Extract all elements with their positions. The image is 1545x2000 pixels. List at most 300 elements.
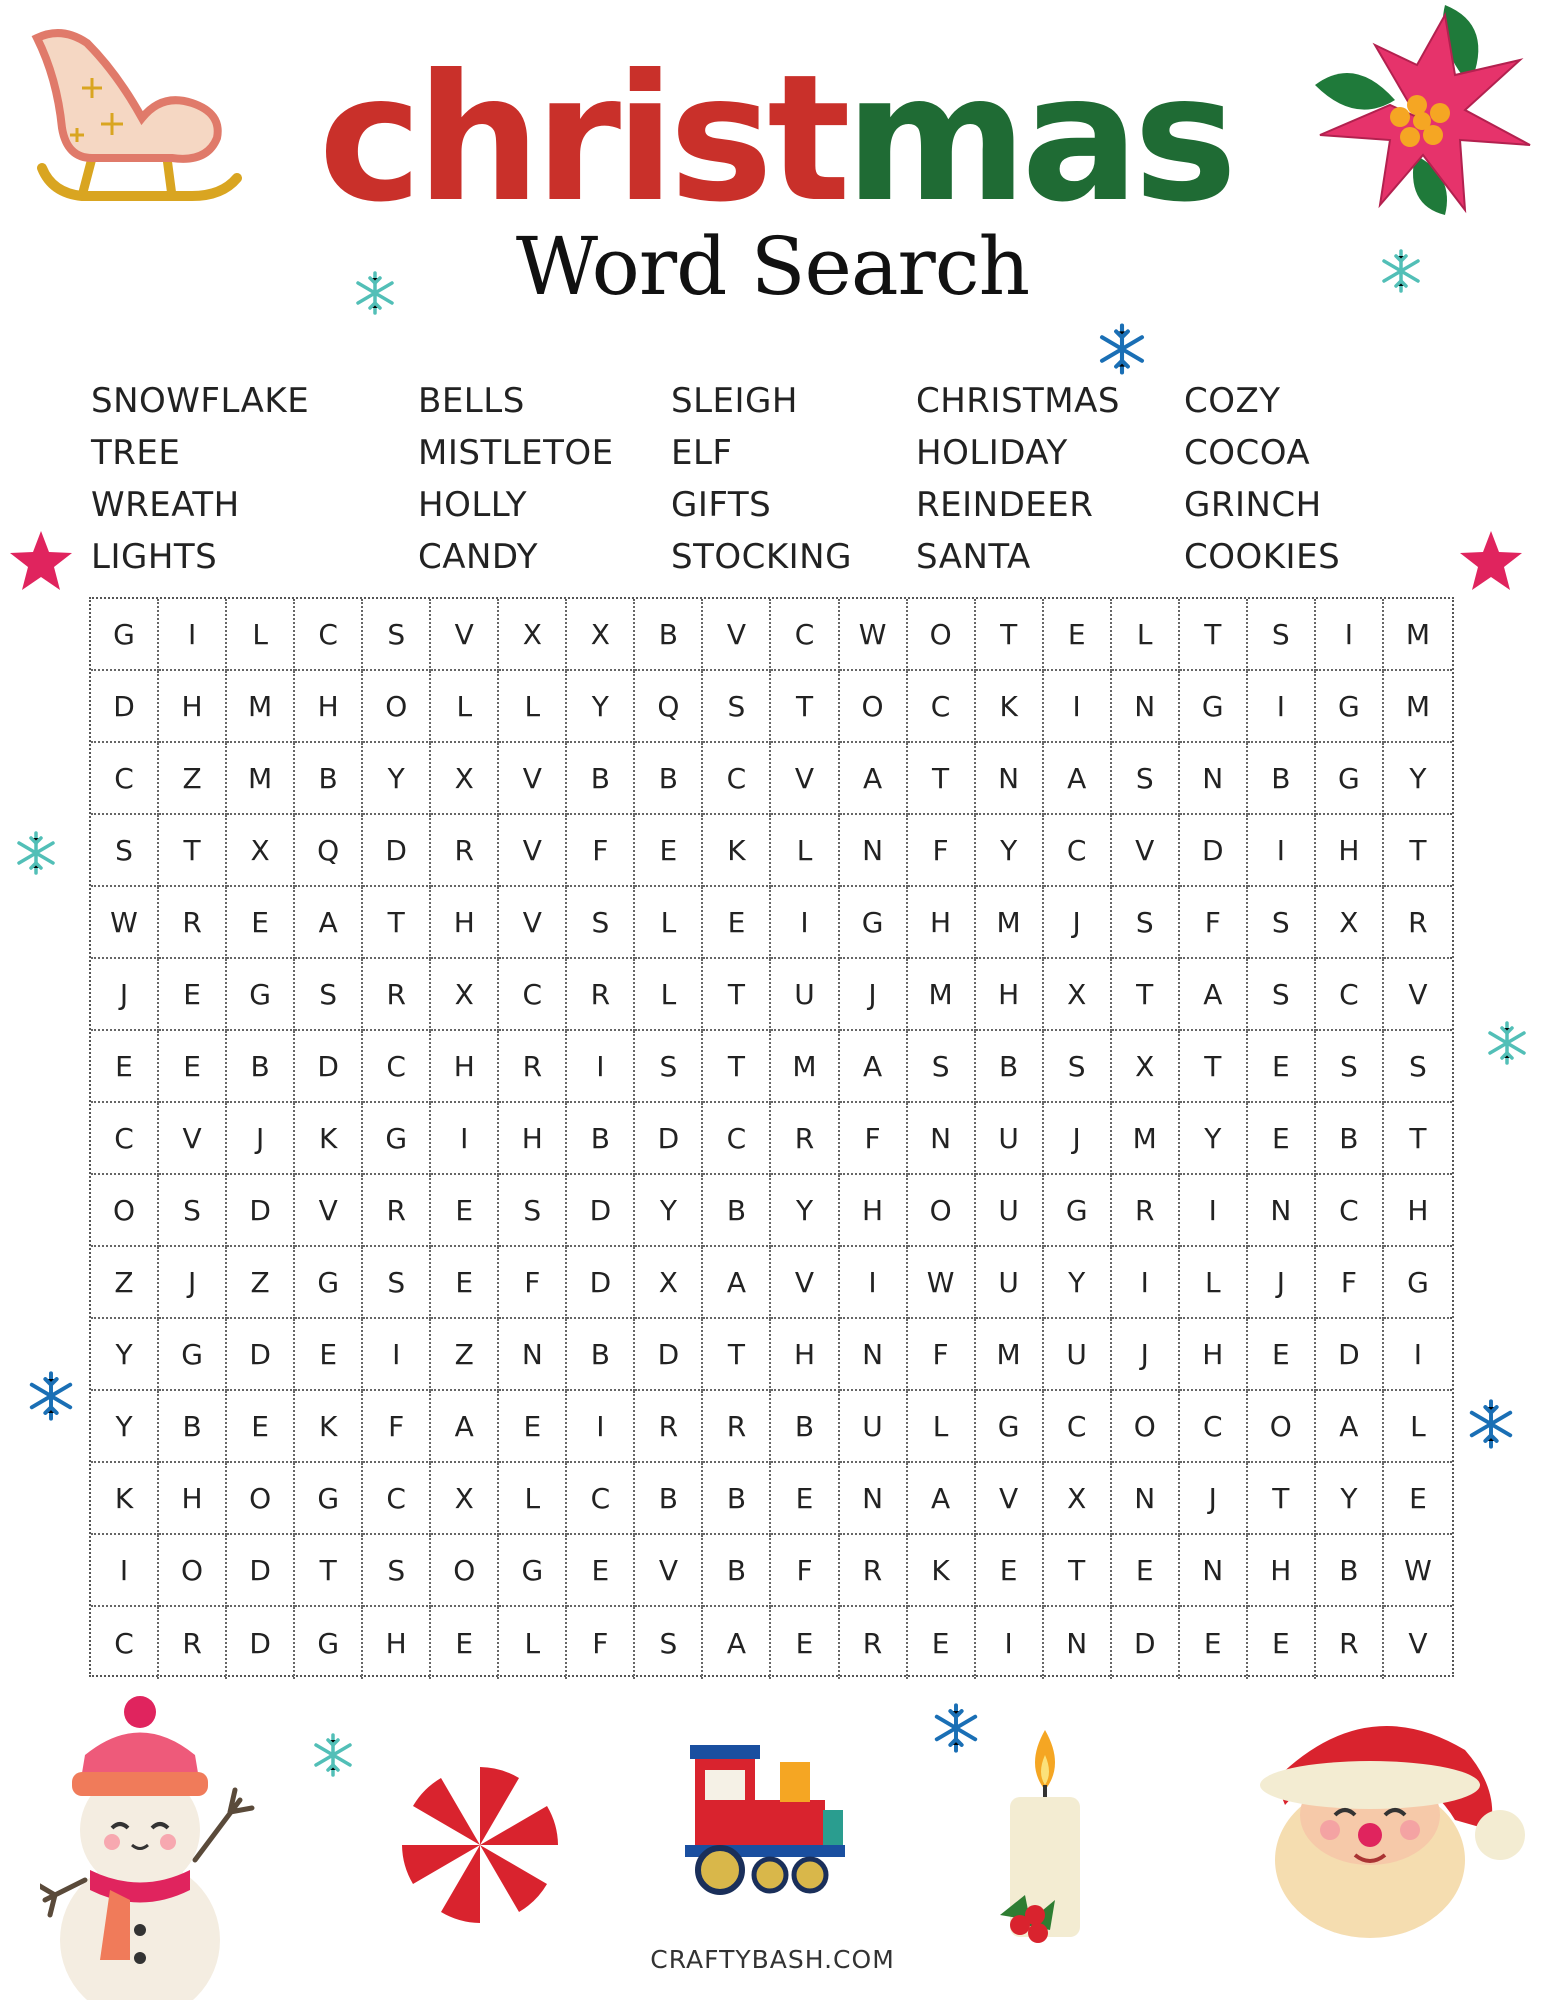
grid-cell[interactable]: A (295, 887, 363, 959)
grid-cell[interactable]: J (1044, 887, 1112, 959)
grid-cell[interactable]: N (1180, 743, 1248, 815)
grid-cell[interactable]: A (908, 1463, 976, 1535)
grid-cell[interactable]: T (1180, 1031, 1248, 1103)
grid-cell[interactable]: G (499, 1535, 567, 1607)
grid-cell[interactable]: F (771, 1535, 839, 1607)
grid-cell[interactable]: V (771, 743, 839, 815)
grid-cell[interactable]: D (91, 671, 159, 743)
grid-cell[interactable]: B (295, 743, 363, 815)
grid-cell[interactable]: O (908, 599, 976, 671)
grid-cell[interactable]: B (567, 1319, 635, 1391)
grid-cell[interactable]: B (567, 1103, 635, 1175)
grid-cell[interactable]: O (840, 671, 908, 743)
grid-cell[interactable]: S (295, 959, 363, 1031)
grid-cell[interactable]: H (1248, 1535, 1316, 1607)
grid-cell[interactable]: S (1248, 959, 1316, 1031)
grid-cell[interactable]: I (840, 1247, 908, 1319)
grid-cell[interactable]: E (1384, 1463, 1452, 1535)
grid-cell[interactable]: A (703, 1607, 771, 1679)
grid-cell[interactable]: W (908, 1247, 976, 1319)
grid-cell[interactable]: S (635, 1607, 703, 1679)
grid-cell[interactable]: L (431, 671, 499, 743)
grid-cell[interactable]: K (295, 1391, 363, 1463)
grid-cell[interactable]: S (1248, 599, 1316, 671)
grid-cell[interactable]: J (1044, 1103, 1112, 1175)
grid-cell[interactable]: T (1044, 1535, 1112, 1607)
grid-cell[interactable]: X (1316, 887, 1384, 959)
grid-cell[interactable]: A (1044, 743, 1112, 815)
grid-cell[interactable]: A (1180, 959, 1248, 1031)
grid-cell[interactable]: C (567, 1463, 635, 1535)
grid-cell[interactable]: H (1180, 1319, 1248, 1391)
grid-cell[interactable]: S (363, 1247, 431, 1319)
grid-cell[interactable]: I (1112, 1247, 1180, 1319)
grid-cell[interactable]: R (1384, 887, 1452, 959)
grid-cell[interactable]: C (1044, 1391, 1112, 1463)
grid-cell[interactable]: L (227, 599, 295, 671)
grid-cell[interactable]: V (159, 1103, 227, 1175)
grid-cell[interactable]: R (703, 1391, 771, 1463)
grid-cell[interactable]: I (1044, 671, 1112, 743)
grid-cell[interactable]: D (1112, 1607, 1180, 1679)
grid-cell[interactable]: X (1044, 1463, 1112, 1535)
grid-cell[interactable]: V (499, 887, 567, 959)
grid-cell[interactable]: I (567, 1391, 635, 1463)
grid-cell[interactable]: V (1112, 815, 1180, 887)
grid-cell[interactable]: T (159, 815, 227, 887)
grid-cell[interactable]: M (1384, 599, 1452, 671)
grid-cell[interactable]: F (1316, 1247, 1384, 1319)
grid-cell[interactable]: G (976, 1391, 1044, 1463)
grid-cell[interactable]: M (771, 1031, 839, 1103)
grid-cell[interactable]: C (771, 599, 839, 671)
grid-cell[interactable]: B (976, 1031, 1044, 1103)
grid-cell[interactable]: E (1248, 1607, 1316, 1679)
grid-cell[interactable]: E (703, 887, 771, 959)
grid-cell[interactable]: R (363, 1175, 431, 1247)
grid-cell[interactable]: U (976, 1103, 1044, 1175)
grid-cell[interactable]: R (771, 1103, 839, 1175)
grid-cell[interactable]: D (227, 1319, 295, 1391)
grid-cell[interactable]: U (1044, 1319, 1112, 1391)
grid-cell[interactable]: R (159, 1607, 227, 1679)
grid-cell[interactable]: H (840, 1175, 908, 1247)
grid-cell[interactable]: H (908, 887, 976, 959)
grid-cell[interactable]: B (1248, 743, 1316, 815)
grid-cell[interactable]: E (431, 1175, 499, 1247)
grid-cell[interactable]: A (840, 743, 908, 815)
grid-cell[interactable]: C (1316, 959, 1384, 1031)
grid-cell[interactable]: S (908, 1031, 976, 1103)
grid-cell[interactable]: V (703, 599, 771, 671)
grid-cell[interactable]: G (1316, 671, 1384, 743)
grid-cell[interactable]: W (1384, 1535, 1452, 1607)
grid-cell[interactable]: J (91, 959, 159, 1031)
grid-cell[interactable]: R (1316, 1607, 1384, 1679)
grid-cell[interactable]: E (1044, 599, 1112, 671)
grid-cell[interactable]: V (431, 599, 499, 671)
grid-cell[interactable]: L (1180, 1247, 1248, 1319)
grid-cell[interactable]: I (1248, 671, 1316, 743)
grid-cell[interactable]: K (976, 671, 1044, 743)
grid-cell[interactable]: N (840, 1463, 908, 1535)
grid-cell[interactable]: L (499, 671, 567, 743)
grid-cell[interactable]: N (840, 1319, 908, 1391)
grid-cell[interactable]: C (908, 671, 976, 743)
grid-cell[interactable]: N (908, 1103, 976, 1175)
grid-cell[interactable]: T (771, 671, 839, 743)
grid-cell[interactable]: V (771, 1247, 839, 1319)
grid-cell[interactable]: F (567, 815, 635, 887)
grid-cell[interactable]: I (1180, 1175, 1248, 1247)
grid-cell[interactable]: E (771, 1463, 839, 1535)
grid-cell[interactable]: C (1180, 1391, 1248, 1463)
grid-cell[interactable]: T (1384, 815, 1452, 887)
grid-cell[interactable]: J (1248, 1247, 1316, 1319)
grid-cell[interactable]: Z (227, 1247, 295, 1319)
grid-cell[interactable]: E (227, 887, 295, 959)
grid-cell[interactable]: U (771, 959, 839, 1031)
grid-cell[interactable]: Y (771, 1175, 839, 1247)
grid-cell[interactable]: R (635, 1391, 703, 1463)
grid-cell[interactable]: Y (567, 671, 635, 743)
grid-cell[interactable]: N (976, 743, 1044, 815)
grid-cell[interactable]: B (771, 1391, 839, 1463)
grid-cell[interactable]: Y (363, 743, 431, 815)
grid-cell[interactable]: I (567, 1031, 635, 1103)
grid-cell[interactable]: L (771, 815, 839, 887)
grid-cell[interactable]: X (431, 959, 499, 1031)
grid-cell[interactable]: T (703, 1031, 771, 1103)
grid-cell[interactable]: O (363, 671, 431, 743)
grid-cell[interactable]: Z (159, 743, 227, 815)
grid-cell[interactable]: S (635, 1031, 703, 1103)
grid-cell[interactable]: X (1044, 959, 1112, 1031)
grid-cell[interactable]: E (431, 1247, 499, 1319)
grid-cell[interactable]: M (227, 671, 295, 743)
grid-cell[interactable]: Y (1044, 1247, 1112, 1319)
grid-cell[interactable]: V (976, 1463, 1044, 1535)
grid-cell[interactable]: E (1112, 1535, 1180, 1607)
grid-cell[interactable]: E (431, 1607, 499, 1679)
grid-cell[interactable]: C (499, 959, 567, 1031)
grid-cell[interactable]: R (431, 815, 499, 887)
grid-cell[interactable]: T (703, 1319, 771, 1391)
grid-cell[interactable]: G (1180, 671, 1248, 743)
grid-cell[interactable]: G (295, 1463, 363, 1535)
grid-cell[interactable]: U (840, 1391, 908, 1463)
grid-cell[interactable]: T (976, 599, 1044, 671)
grid-cell[interactable]: A (1316, 1391, 1384, 1463)
grid-cell[interactable]: G (159, 1319, 227, 1391)
grid-cell[interactable]: H (363, 1607, 431, 1679)
grid-cell[interactable]: N (1248, 1175, 1316, 1247)
grid-cell[interactable]: Y (976, 815, 1044, 887)
grid-cell[interactable]: F (499, 1247, 567, 1319)
grid-cell[interactable]: T (908, 743, 976, 815)
grid-cell[interactable]: E (1248, 1103, 1316, 1175)
grid-cell[interactable]: G (1384, 1247, 1452, 1319)
grid-cell[interactable]: I (159, 599, 227, 671)
grid-cell[interactable]: V (499, 815, 567, 887)
grid-cell[interactable]: C (703, 743, 771, 815)
grid-cell[interactable]: S (363, 1535, 431, 1607)
grid-cell[interactable]: V (1408, 1626, 1428, 1660)
grid-cell[interactable]: H (1384, 1175, 1452, 1247)
grid-cell[interactable]: C (91, 743, 159, 815)
grid-cell[interactable]: B (159, 1391, 227, 1463)
grid-cell[interactable]: X (1112, 1031, 1180, 1103)
grid-cell[interactable]: X (431, 743, 499, 815)
grid-cell[interactable]: A (840, 1031, 908, 1103)
grid-cell[interactable]: G (840, 887, 908, 959)
grid-cell[interactable]: V (295, 1175, 363, 1247)
grid-cell[interactable]: T (1248, 1463, 1316, 1535)
grid-cell[interactable]: D (1180, 815, 1248, 887)
grid-cell[interactable]: C (1044, 815, 1112, 887)
grid-cell[interactable]: E (1180, 1607, 1248, 1679)
grid-cell[interactable]: O (227, 1463, 295, 1535)
grid-cell[interactable]: L (499, 1463, 567, 1535)
grid-cell[interactable]: X (227, 815, 295, 887)
grid-cell[interactable]: C (295, 599, 363, 671)
grid-cell[interactable]: Q (295, 815, 363, 887)
grid-cell[interactable]: I (431, 1103, 499, 1175)
grid-cell[interactable]: A (431, 1391, 499, 1463)
grid-cell[interactable]: H (771, 1319, 839, 1391)
grid-cell[interactable]: N (1112, 1463, 1180, 1535)
grid-cell[interactable]: B (227, 1031, 295, 1103)
grid-cell[interactable]: G (227, 959, 295, 1031)
grid-cell[interactable]: F (908, 815, 976, 887)
grid-cell[interactable]: N (499, 1319, 567, 1391)
grid-cell[interactable]: O (1248, 1391, 1316, 1463)
grid-cell[interactable]: G (295, 1247, 363, 1319)
grid-cell[interactable]: I (976, 1607, 1044, 1679)
grid-cell[interactable]: R (840, 1535, 908, 1607)
grid-cell[interactable]: D (227, 1535, 295, 1607)
grid-cell[interactable]: R (1112, 1175, 1180, 1247)
grid-cell[interactable]: I (91, 1535, 159, 1607)
grid-cell[interactable]: M (976, 887, 1044, 959)
grid-cell[interactable]: B (1316, 1535, 1384, 1607)
grid-cell[interactable]: D (227, 1175, 295, 1247)
grid-cell[interactable]: G (1044, 1175, 1112, 1247)
grid-cell[interactable]: H (431, 1031, 499, 1103)
grid-cell[interactable]: H (159, 1463, 227, 1535)
grid-cell[interactable]: S (1112, 887, 1180, 959)
grid-cell[interactable]: L (1384, 1391, 1452, 1463)
grid-cell[interactable]: E (1248, 1031, 1316, 1103)
grid-cell[interactable]: G (1316, 743, 1384, 815)
grid-cell[interactable]: D (635, 1103, 703, 1175)
grid-cell[interactable]: S (363, 599, 431, 671)
grid-cell[interactable]: N (840, 815, 908, 887)
grid-cell[interactable]: Y (635, 1175, 703, 1247)
grid-cell[interactable]: Y (1316, 1463, 1384, 1535)
grid-cell[interactable]: X (635, 1247, 703, 1319)
grid-cell[interactable]: I (1248, 815, 1316, 887)
grid-cell[interactable]: D (567, 1247, 635, 1319)
grid-cell[interactable]: R (363, 959, 431, 1031)
grid-cell[interactable]: T (1112, 959, 1180, 1031)
grid-cell[interactable]: B (703, 1175, 771, 1247)
grid-cell[interactable]: H (431, 887, 499, 959)
grid-cell[interactable]: H (976, 959, 1044, 1031)
grid-cell[interactable]: C (1316, 1175, 1384, 1247)
grid-cell[interactable]: C (363, 1463, 431, 1535)
grid-cell[interactable]: C (703, 1103, 771, 1175)
grid-cell[interactable]: V (499, 743, 567, 815)
grid-cell[interactable]: M (227, 743, 295, 815)
grid-cell[interactable]: C (91, 1607, 159, 1679)
grid-cell[interactable]: S (703, 671, 771, 743)
grid-cell[interactable]: L (635, 887, 703, 959)
grid-cell[interactable]: S (1248, 887, 1316, 959)
grid-cell[interactable]: J (1112, 1319, 1180, 1391)
grid-cell[interactable]: E (227, 1391, 295, 1463)
grid-cell[interactable]: E (499, 1391, 567, 1463)
grid-cell[interactable]: N (1112, 671, 1180, 743)
grid-cell[interactable]: R (499, 1031, 567, 1103)
grid-cell[interactable]: R (567, 959, 635, 1031)
grid-cell[interactable]: T (703, 959, 771, 1031)
grid-cell[interactable]: I (1316, 599, 1384, 671)
grid-cell[interactable]: F (1180, 887, 1248, 959)
grid-cell[interactable]: O (1112, 1391, 1180, 1463)
grid-cell[interactable]: D (363, 815, 431, 887)
grid-cell[interactable]: U (976, 1175, 1044, 1247)
grid-cell[interactable]: N (1180, 1535, 1248, 1607)
grid-cell[interactable]: E (1248, 1319, 1316, 1391)
grid-cell[interactable]: E (635, 815, 703, 887)
grid-cell[interactable]: I (1384, 1319, 1452, 1391)
grid-cell[interactable]: O (159, 1535, 227, 1607)
grid-cell[interactable]: B (703, 1463, 771, 1535)
grid-cell[interactable]: F (567, 1607, 635, 1679)
grid-cell[interactable]: X (567, 599, 635, 671)
grid-cell[interactable]: S (1112, 743, 1180, 815)
grid-cell[interactable]: E (567, 1535, 635, 1607)
grid-cell[interactable]: M (1384, 671, 1452, 743)
grid-cell[interactable]: B (635, 1463, 703, 1535)
grid-cell[interactable]: J (840, 959, 908, 1031)
grid-cell[interactable]: E (771, 1607, 839, 1679)
grid-cell[interactable]: S (1044, 1031, 1112, 1103)
grid-cell[interactable]: N (1044, 1607, 1112, 1679)
grid-cell[interactable]: V (635, 1535, 703, 1607)
grid-cell[interactable]: E (908, 1607, 976, 1679)
grid-cell[interactable]: J (227, 1103, 295, 1175)
grid-cell[interactable]: F (363, 1391, 431, 1463)
grid-cell[interactable]: E (159, 1031, 227, 1103)
grid-cell[interactable]: D (1316, 1319, 1384, 1391)
grid-cell[interactable]: L (635, 959, 703, 1031)
grid-cell[interactable]: T (1180, 599, 1248, 671)
grid-cell[interactable]: Y (91, 1391, 159, 1463)
grid-cell[interactable]: E (91, 1031, 159, 1103)
grid-cell[interactable]: M (1112, 1103, 1180, 1175)
grid-cell[interactable]: S (91, 815, 159, 887)
grid-cell[interactable]: I (363, 1319, 431, 1391)
grid-cell[interactable]: F (908, 1319, 976, 1391)
grid-cell[interactable]: H (295, 671, 363, 743)
grid-cell[interactable]: L (1112, 599, 1180, 671)
grid-cell[interactable]: S (159, 1175, 227, 1247)
grid-cell[interactable]: I (771, 887, 839, 959)
grid-cell[interactable]: S (1316, 1031, 1384, 1103)
grid-cell[interactable]: G (91, 599, 159, 671)
grid-cell[interactable]: Z (431, 1319, 499, 1391)
grid-cell[interactable]: E (159, 959, 227, 1031)
grid-cell[interactable]: B (635, 743, 703, 815)
grid-cell[interactable]: J (159, 1247, 227, 1319)
grid-cell[interactable]: Z (91, 1247, 159, 1319)
grid-cell[interactable]: B (567, 743, 635, 815)
grid-cell[interactable]: G (295, 1607, 363, 1679)
grid-cell[interactable]: L (499, 1607, 567, 1679)
grid-cell[interactable]: W (91, 887, 159, 959)
grid-cell[interactable]: U (976, 1247, 1044, 1319)
grid-cell[interactable]: B (1316, 1103, 1384, 1175)
grid-cell[interactable]: H (1316, 815, 1384, 887)
grid-cell[interactable]: T (1384, 1103, 1452, 1175)
grid-cell[interactable]: Y (1384, 743, 1452, 815)
grid-cell[interactable]: A (703, 1247, 771, 1319)
grid-cell[interactable]: R (840, 1607, 908, 1679)
grid-cell[interactable]: G (363, 1103, 431, 1175)
grid-cell[interactable]: E (295, 1319, 363, 1391)
grid-cell[interactable]: W (840, 599, 908, 671)
grid-cell[interactable]: K (295, 1103, 363, 1175)
grid-cell[interactable]: B (635, 599, 703, 671)
grid-cell[interactable]: R (159, 887, 227, 959)
grid-cell[interactable]: K (91, 1463, 159, 1535)
grid-cell[interactable]: S (1384, 1031, 1452, 1103)
grid-cell[interactable]: M (976, 1319, 1044, 1391)
grid-cell[interactable]: K (703, 815, 771, 887)
grid-cell[interactable]: T (363, 887, 431, 959)
grid-cell[interactable]: V (1384, 959, 1452, 1031)
grid-cell[interactable]: X (431, 1463, 499, 1535)
grid-cell[interactable]: D (567, 1175, 635, 1247)
grid-cell[interactable]: Y (91, 1319, 159, 1391)
grid-cell[interactable]: Y (1180, 1103, 1248, 1175)
grid-cell[interactable]: F (840, 1103, 908, 1175)
grid-cell[interactable]: C (363, 1031, 431, 1103)
grid-cell[interactable]: H (499, 1103, 567, 1175)
grid-cell[interactable]: D (295, 1031, 363, 1103)
grid-cell[interactable]: C (91, 1103, 159, 1175)
grid-cell[interactable]: O (431, 1535, 499, 1607)
grid-cell[interactable]: X (499, 599, 567, 671)
grid-cell[interactable]: T (295, 1535, 363, 1607)
grid-cell[interactable]: Q (635, 671, 703, 743)
grid-cell[interactable]: E (976, 1535, 1044, 1607)
grid-cell[interactable]: M (908, 959, 976, 1031)
grid-cell[interactable]: S (499, 1175, 567, 1247)
grid-cell[interactable]: H (159, 671, 227, 743)
grid-cell[interactable]: L (908, 1391, 976, 1463)
grid-cell[interactable]: J (1180, 1463, 1248, 1535)
grid-cell[interactable]: K (908, 1535, 976, 1607)
grid-cell[interactable]: O (908, 1175, 976, 1247)
grid-cell[interactable]: O (91, 1175, 159, 1247)
grid-cell[interactable]: D (635, 1319, 703, 1391)
grid-cell[interactable]: S (567, 887, 635, 959)
grid-cell[interactable]: B (703, 1535, 771, 1607)
grid-cell[interactable]: D (227, 1607, 295, 1679)
